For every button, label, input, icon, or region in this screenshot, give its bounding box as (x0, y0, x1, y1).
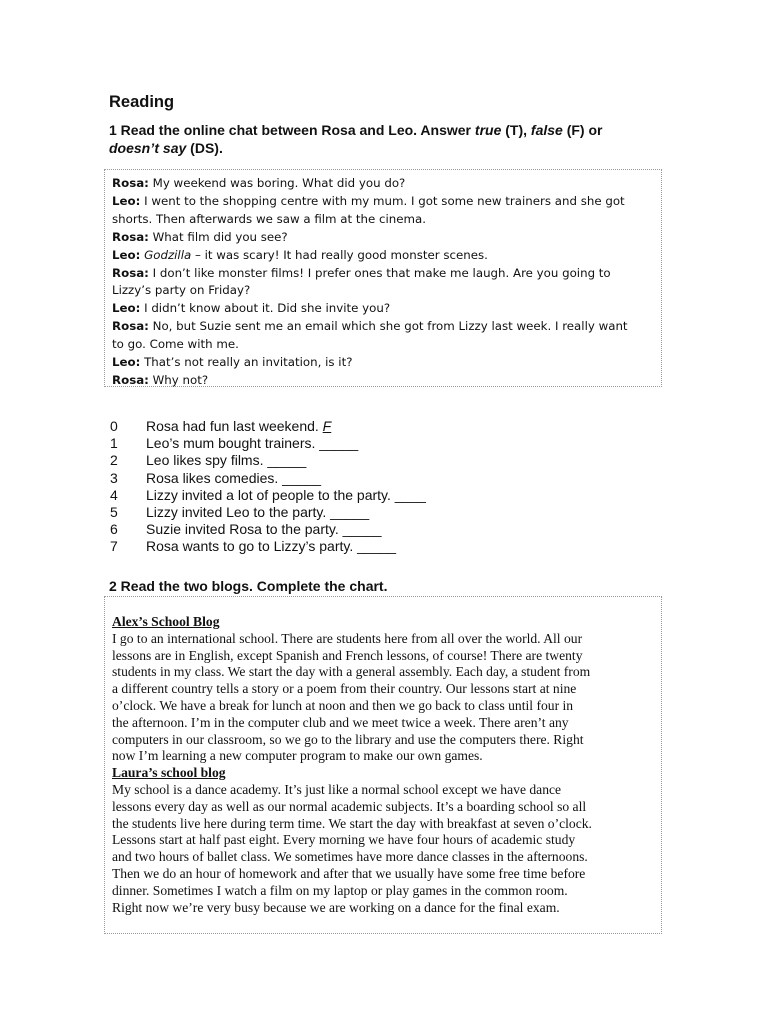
chat-line: Leo: That’s not really an invitation, is it? (112, 355, 353, 370)
blog2-line: Right now we’re very busy because we are working on a dance for the final exam. (112, 899, 560, 915)
exercise2-instruction: 2 Read the two blogs. Complete the chart. (109, 578, 388, 594)
question-item (110, 538, 530, 555)
chat-line: Rosa: My weekend was boring. What did you do? (112, 176, 406, 190)
blog1-line: a different country tells a story or a poem from their country. Our lessons start at nine (112, 681, 577, 697)
chat-line: Rosa: Why not? (112, 372, 209, 387)
chat-line: Lizzy’s party on Friday? (112, 283, 251, 298)
question-item (110, 470, 530, 487)
blog1-line: now I’m learning a new computer program to make our own games. (112, 748, 483, 764)
chat-line: Rosa: No, but Suzie sent me an email which she got from Lizzy last week. I really want (112, 319, 628, 334)
blog2-line: Then we do an hour of homework and after that we usually have some free time before (112, 865, 586, 881)
question-text: Rosa had fun last weekend. (146, 418, 323, 434)
question-number: 2 (110, 452, 118, 469)
chat-box (104, 169, 662, 387)
blog2-line: Lessons start at half past eight. Every morning we have four hours of academic study (112, 832, 576, 848)
page-heading: Reading (109, 93, 175, 111)
question-text: Lizzy invited a lot of people to the party. ____ (146, 486, 426, 503)
blog1-line: lessons are in English, except Spanish and French lessons, of course! There are twenty (112, 647, 583, 663)
question-item (110, 435, 530, 452)
question-item (110, 521, 530, 538)
exercise1-instruction: 1 Read the online chat between Rosa and Leo. Answer true (T), false (F) or doesn’t say (DS). (109, 122, 603, 156)
question-text: Rosa likes comedies. _____ (146, 469, 322, 486)
question-list (110, 418, 530, 556)
chat-line: to go. Come with me. (112, 337, 239, 352)
question-number: 0 (110, 418, 118, 434)
question-text: Suzie invited Rosa to the party. _____ (146, 521, 382, 538)
blogs-box (104, 596, 662, 934)
blog1-line: the afternoon. I’m in the computer club and we meet twice a week. There aren’t any (112, 714, 569, 730)
blog1-line: students in my class. We start the day with a general assembly. Each day, a student from (112, 664, 591, 680)
question-text: Leo’s mum bought trainers. _____ (146, 435, 359, 452)
chat-line: Leo: I didn’t know about it. Did she invite you? (112, 301, 391, 316)
blog1-line: o’clock. We have a break for lunch at noon and then we go back to class until four in (112, 697, 574, 713)
question-item (110, 452, 530, 469)
question-number: 1 (110, 435, 118, 452)
chat-line: Leo: Godzilla – it was scary! It had really good monster scenes. (112, 247, 488, 262)
blog1-line: I go to an international school. There are students here from all over the world. All our (112, 630, 583, 646)
question-text: Leo likes spy films. _____ (146, 452, 307, 469)
question-number: 3 (110, 469, 118, 486)
question-text: Rosa wants to go to Lizzy’s party. _____ (146, 538, 397, 555)
question-number: 4 (110, 486, 118, 503)
blog2-line: the students live here during term time. We start the day with breakfast at seven o’clock. (112, 815, 592, 831)
blog2-line: and two hours of ballet class. We sometimes have more dance classes in the afternoons. (112, 849, 588, 865)
blog1-line: computers in our classroom, so we go to the library and use the computers there. Right (112, 731, 584, 747)
example-answer: F (322, 418, 332, 434)
blog2-line: lessons every day as well as our normal academic subjects. It’s a boarding school so all (112, 798, 587, 814)
blog2-line: My school is a dance academy. It’s just like a normal school except we have dance (112, 781, 562, 797)
blog2-title: Laura’s school blog (112, 765, 226, 781)
chat-line: Leo: I went to the shopping centre with my mum. I got some new trainers and she got (112, 193, 625, 208)
question-item (110, 487, 530, 504)
question-text: Lizzy invited Leo to the party. _____ (146, 503, 370, 520)
chat-line: Rosa: I don’t like monster films! I prefer ones that make me laugh. Are you going to (112, 265, 611, 280)
question-item (110, 504, 530, 521)
chat-line: Rosa: What film did you see? (112, 229, 288, 244)
blog1-title: Alex’s School Blog (112, 614, 220, 629)
chat-line: shorts. Then afterwards we saw a film at the cinema. (112, 211, 426, 226)
question-item (110, 418, 530, 435)
blog2-line: dinner. Sometimes I watch a film on my laptop or play games in the common room. (112, 882, 568, 898)
question-number: 6 (110, 521, 118, 538)
question-number: 5 (110, 503, 118, 520)
question-number: 7 (110, 538, 118, 555)
